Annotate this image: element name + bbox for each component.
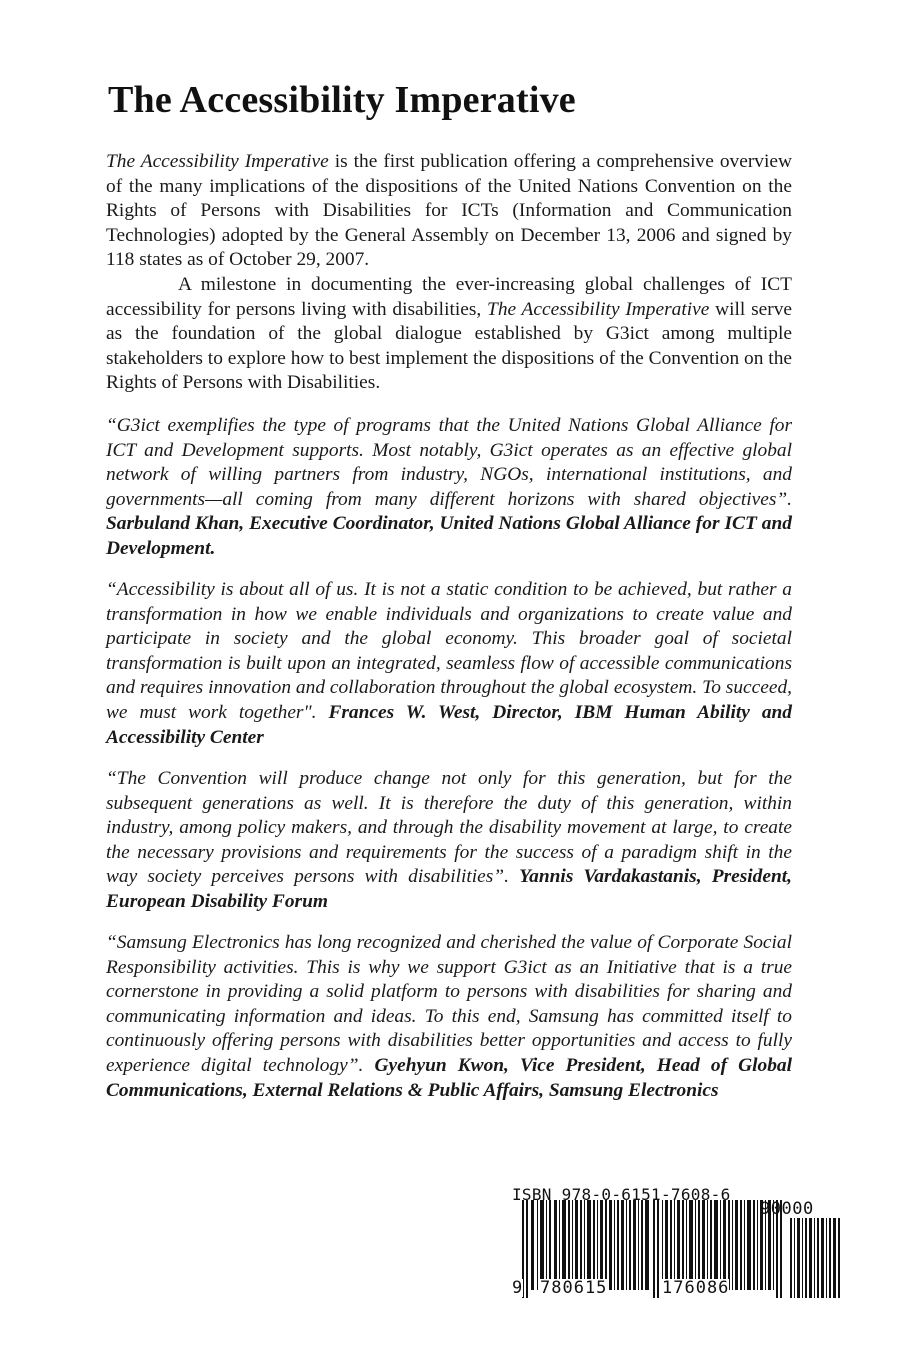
quote-attribution: Gyehyun Kwon, Vice President, Head of Global Communications, External Relations & Public Affairs, Samsung Electronics <box>106 1054 792 1101</box>
description <box>106 150 792 396</box>
intro-text-2b: will serve as the foundation of the global dialogue established by G3ict among multiple stakeholders to explore how to best implement the dispositions of the Convention on the Rights of Persons with Disabilities. <box>106 298 793 394</box>
quote-text: “The Convention will produce change not only for this generation, but for the subsequent generations as well. It is therefore the duty of this generation, within industry, among policy makers, and through the disability movement at large, to create the necessary provisions and requirements for the success of a paradigm shift in the way society perceives persons with disabilities”. <box>106 768 792 888</box>
quote-text: “Samsung Electronics has long recognized and cherished the value of Corporate Social Responsibility activities. This is why we support G3ict as an Initiative that is a true cornerstone in providing a solid platform to persons with disabilities for sharing and communicating information and ideas. To this end, Samsung has committed itself to continuously offering persons with disabilities better opportunities and access to fully experience digital technology”. <box>106 932 792 1076</box>
book-title-italic: The Accessibility Imperative <box>106 151 329 172</box>
intro-text-2a: A milestone in documenting the ever-increasing global challenges of ICT accessibility for persons living with disabilities, <box>106 273 792 320</box>
intro-text-1: is the first publication offering a comprehensive overview of the many implications of the dispositions of the United Nations Convention on the Rights of Persons with Disabilities for ICTs (Information and Communication Technologies) adopted by the General Assembly on December 13, 2006 and signed by 118 states as of October 29, 2007. <box>106 151 793 271</box>
intro-paragraph-2 <box>106 273 792 396</box>
endorsement-quote <box>106 931 792 1103</box>
endorsement-quote <box>106 414 792 562</box>
intro-paragraph-1 <box>106 150 792 273</box>
quote-text: “Accessibility is about all of us. It is not a static condition to be achieved, but rather a transformation in how we enable individuals and organizations to create value and participate in society and the global economy. This broader goal of societal transformation is built upon an integrated, seamless flow of accessible communications and requires innovation and collaboration throughout the global ecosystem. To succeed, we must work together". <box>106 579 792 723</box>
quote-attribution: Sarbuland Khan, Executive Coordinator, United Nations Global Alliance for ICT and Development. <box>106 513 792 559</box>
barcode-digit-first: 9 <box>512 1278 524 1298</box>
isbn-label: ISBN 978-0-6151-7608-6 <box>512 1185 731 1204</box>
page-title: The Accessibility Imperative <box>108 79 576 121</box>
barcode-digits-left: 780615 <box>540 1278 608 1298</box>
endorsement-quote <box>106 578 792 750</box>
book-title-italic-2: The Accessibility Imperative <box>487 298 710 320</box>
quote-attribution: Yannis Vardakastanis, President, European Disability Forum <box>106 866 792 912</box>
price-code: 90000 <box>760 1199 814 1219</box>
endorsement-quote <box>106 767 792 915</box>
barcode-digits-right: 176086 <box>662 1278 730 1298</box>
quote-text: “G3ict exemplifies the type of programs that the United Nations Global Alliance for ICT and Development supports. Most notably, G3ict operates as an effective global network of willing partners from industry, NGOs, international institutions, and governments—all coming from many different horizons with shared objectives”. <box>106 415 792 510</box>
quote-attribution: Frances W. West, Director, IBM Human Ability and Accessibility Center <box>106 701 792 748</box>
